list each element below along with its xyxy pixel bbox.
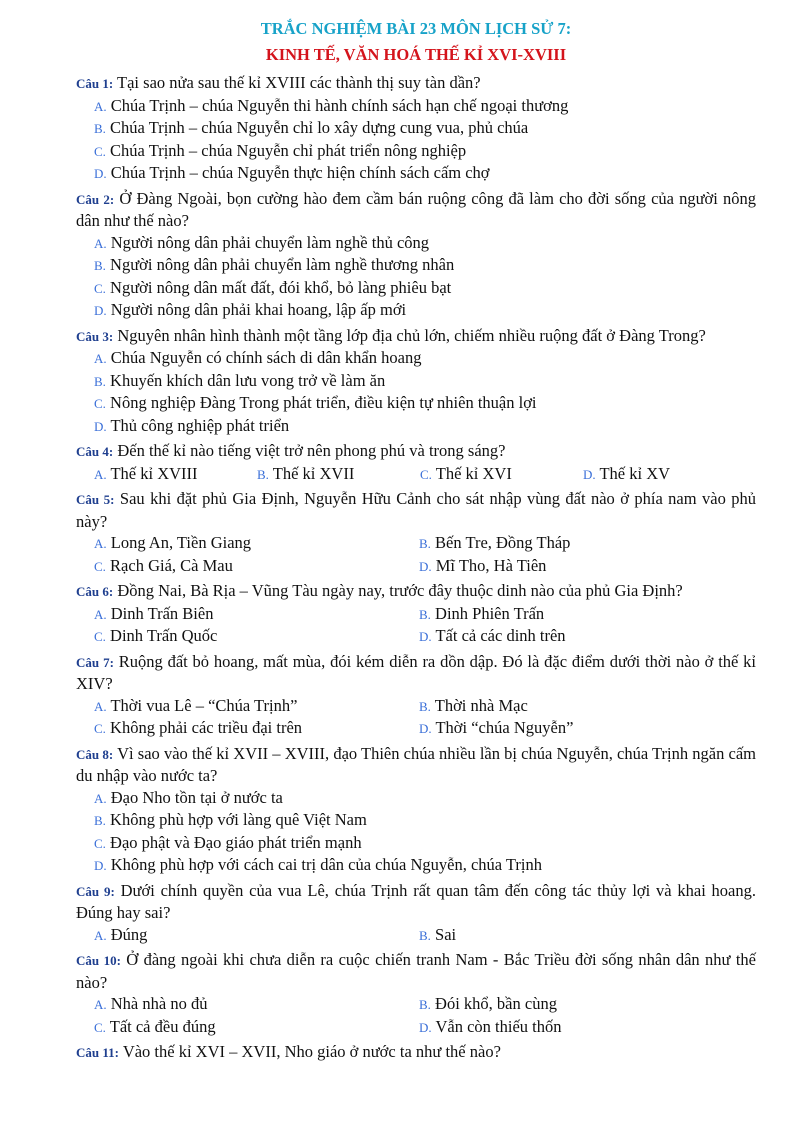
question-3: [76, 325, 756, 348]
question-2: [76, 188, 756, 232]
question-10-options: [76, 993, 756, 1038]
question-label: Câu 10:: [76, 953, 121, 968]
question-11: [76, 1041, 756, 1064]
question-label: Câu 2:: [76, 191, 115, 207]
question-5: [76, 488, 756, 532]
option-a: A. Thế kỉ XVIII: [94, 463, 198, 483]
option-c: C. Thế kỉ XVI: [420, 463, 512, 483]
question-text: Ở đàng ngoài khi chưa diễn ra cuộc chiến tranh Nam - Bắc Triều đời sống nhân dân như thế nào?: [76, 950, 756, 992]
option-c: C. Nông nghiệp Đàng Trong phát triển, điều kiện tự nhiên thuận lợi: [94, 393, 537, 412]
option-c: C. Không phải các triều đại trên: [94, 718, 303, 737]
option-d: D. Mĩ Tho, Hà Tiên: [419, 555, 547, 575]
question-text: Dưới chính quyền của vua Lê, chúa Trịnh rất quan tâm đến công tác thủy lợi và khai hoang. Đúng hay sai?: [76, 880, 757, 922]
question-label: Câu 6:: [76, 584, 114, 599]
document-subtitle: KINH TẾ, VĂN HOÁ THẾ KỈ XVI-XVIII: [265, 45, 567, 64]
option-d: D. Vẫn còn thiếu thốn: [419, 1016, 562, 1036]
question-4-options: [76, 463, 756, 486]
question-text: Ruộng đất bỏ hoang, mất mùa, đói kém diễn ra dồn dập. Đó là đặc điểm dưới thời nào ở thế kỉ XIV?: [76, 651, 757, 693]
question-text: Ở Đàng Ngoài, bọn cường hào đem cầm bán ruộng công đã làm cho đời sống của người nông dân như thế nào?: [76, 188, 757, 230]
question-6-options: [76, 603, 756, 648]
option-d: D. Thế kỉ XV: [583, 463, 671, 483]
question-text: Đồng Nai, Bà Rịa – Vũng Tàu ngày nay, trước đây thuộc dinh nào của phủ Gia Định?: [117, 581, 683, 600]
option-b: B. Bến Tre, Đồng Tháp: [419, 533, 571, 552]
option-a: A. Đúng: [94, 924, 148, 944]
document-page: [76, 10, 756, 1064]
option-b: B. Đói khổ, bần cùng: [419, 994, 557, 1013]
question-9: [76, 880, 756, 924]
option-c: C. Rạch Giá, Cà Mau: [94, 555, 233, 575]
question-9-options: [76, 924, 756, 947]
question-label: Câu 1:: [76, 76, 114, 91]
question-8-options: [76, 787, 756, 877]
question-2-options: [76, 232, 756, 322]
question-1: [76, 72, 756, 95]
question-label: Câu 7:: [76, 654, 114, 670]
option-b: B. Sai: [419, 924, 457, 944]
question-7-options: [76, 695, 756, 740]
option-b: B. Không phù hợp với làng quê Việt Nam: [94, 810, 367, 829]
question-text: Tại sao nửa sau thế kỉ XVIII các thành thị suy tàn dần?: [117, 73, 481, 92]
question-text: Nguyên nhân hình thành một tầng lớp địa chủ lớn, chiếm nhiều ruộng đất ở Đàng Trong?: [117, 325, 706, 345]
option-b: B. Người nông dân phải chuyển làm nghề thương nhân: [94, 255, 455, 274]
question-label: Câu 3:: [76, 328, 114, 344]
question-10: [76, 949, 756, 993]
question-text: Sau khi đặt phủ Gia Định, Nguyễn Hữu Cảnh cho sát nhập vùng đất nào ở phía nam vào phủ này?: [76, 489, 756, 531]
option-a: A. Long An, Tiền Giang: [94, 533, 252, 552]
question-label: Câu 11:: [76, 1045, 119, 1060]
option-a: A. Nhà nhà no đủ: [94, 994, 208, 1013]
question-8: [76, 743, 756, 787]
question-label: Câu 5:: [76, 492, 115, 507]
option-c: C. Người nông dân mất đất, đói khổ, bỏ làng phiêu bạt: [94, 277, 452, 297]
option-a: A. Người nông dân phải chuyển làm nghề thủ công: [94, 232, 430, 252]
question-1-options: [76, 95, 756, 185]
option-d: D. Tất cả các dinh trên: [419, 626, 566, 645]
option-c: C. Dinh Trấn Quốc: [94, 626, 218, 645]
option-d: D. Thủ công nghiệp phát triển: [94, 415, 290, 435]
option-c: C. Tất cả đều đúng: [94, 1016, 216, 1036]
option-a: A. Dinh Trấn Biên: [94, 603, 214, 623]
option-b: B. Thế kỉ XVII: [257, 463, 355, 483]
document-title: TRẮC NGHIỆM BÀI 23 MÔN LỊCH SỬ 7:: [260, 19, 572, 38]
option-a: A. Chúa Trịnh – chúa Nguyễn thi hành chính sách hạn chế ngoại thương: [94, 95, 569, 115]
option-d: D. Không phù hợp với cách cai trị dân của chúa Nguyễn, chúa Trịnh: [94, 855, 542, 874]
question-3-options: [76, 347, 756, 437]
question-text: Vào thế kỉ XVI – XVII, Nho giáo ở nước ta như thế nào?: [122, 1042, 501, 1061]
option-b: B. Chúa Trịnh – chúa Nguyễn chỉ lo xây dựng cung vua, phủ chúa: [94, 118, 529, 137]
question-text: Vì sao vào thế kỉ XVII – XVIII, đạo Thiên chúa nhiều lần bị chúa Nguyễn, chúa Trịnh ngăn cấm du nhập vào nước ta?: [76, 743, 756, 785]
option-a: A. Chúa Nguyễn có chính sách di dân khẩn hoang: [94, 348, 422, 367]
option-d: D. Chúa Trịnh – chúa Nguyễn thực hiện chính sách cấm chợ: [94, 163, 490, 182]
option-b: B. Dinh Phiên Trấn: [419, 603, 545, 623]
option-d: D. Thời “chúa Nguyễn”: [419, 718, 574, 737]
option-c: C. Đạo phật và Đạo giáo phát triển mạnh: [94, 832, 362, 852]
question-label: Câu 8:: [76, 746, 114, 762]
question-5-options: [76, 532, 756, 577]
option-c: C. Chúa Trịnh – chúa Nguyễn chỉ phát triển nông nghiệp: [94, 140, 467, 160]
option-b: B. Thời nhà Mạc: [419, 695, 528, 715]
option-a: A. Đạo Nho tồn tại ở nước ta: [94, 787, 283, 807]
question-label: Câu 4:: [76, 444, 114, 459]
question-6: [76, 580, 756, 603]
question-4: [76, 440, 756, 463]
option-d: D. Người nông dân phải khai hoang, lập ấp mới: [94, 300, 407, 319]
option-b: B. Khuyến khích dân lưu vong trở về làm ăn: [94, 370, 386, 390]
option-a: A. Thời vua Lê – “Chúa Trịnh”: [94, 695, 298, 715]
question-text: Đến thế kỉ nào tiếng việt trở nên phong phú và trong sáng?: [117, 441, 506, 460]
question-7: [76, 651, 756, 695]
question-label: Câu 9:: [76, 883, 115, 899]
